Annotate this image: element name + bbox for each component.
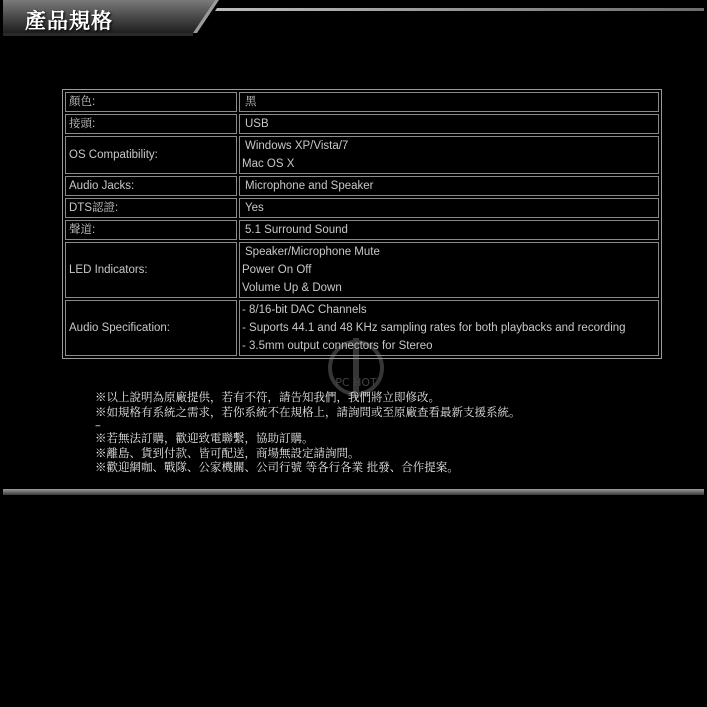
spec-label: LED Indicators: xyxy=(65,242,237,298)
spec-value-line: - Suports 44.1 and 48 KHz sampling rates for both playbacks and recording xyxy=(242,322,626,334)
spec-table xyxy=(62,89,662,359)
spec-row-os xyxy=(65,136,659,174)
notes-section xyxy=(95,390,655,475)
spec-value-line: Microphone and Speaker xyxy=(245,180,374,192)
spec-row-connector xyxy=(65,114,659,134)
spec-label: OS Compatibility: xyxy=(65,136,237,174)
watermark-text: PC HOT xyxy=(335,376,377,389)
spec-label: Audio Jacks: xyxy=(65,176,237,196)
note-line: ※如規格有系統之需求，若你系統不在規格上，請詢問或至原廠查看最新支援系統。 xyxy=(95,404,521,419)
spec-value xyxy=(239,300,659,356)
spec-label: 聲道: xyxy=(65,220,237,240)
spec-value-line: Volume Up & Down xyxy=(242,282,342,294)
spec-value xyxy=(239,92,659,112)
spec-label: Audio Specification: xyxy=(65,300,237,356)
spec-value xyxy=(239,136,659,174)
spec-value xyxy=(239,176,659,196)
spec-label: DTS認證: xyxy=(65,198,237,218)
spec-label: 顏色: xyxy=(65,92,237,112)
spec-value-line: Yes xyxy=(245,202,264,214)
spec-label: 接頭: xyxy=(65,114,237,134)
watermark-logo xyxy=(316,338,396,398)
note-line: ※若無法訂購，歡迎致電聯繫，協助訂購。 xyxy=(95,431,314,445)
spec-value-line: Mac OS X xyxy=(242,158,295,170)
spec-value-line: 黑 xyxy=(245,96,257,108)
spec-value xyxy=(239,220,659,240)
spec-value xyxy=(239,114,659,134)
spec-row-led xyxy=(65,242,659,298)
spec-value-line: Power On Off xyxy=(242,264,312,276)
note-line: ※以上說明為原廠提供，若有不符，請告知我們，我們將立即修改。 xyxy=(95,390,440,404)
spec-value xyxy=(239,198,659,218)
spec-value-line: - 3.5mm output connectors for Stereo xyxy=(242,340,433,352)
spec-row-channels xyxy=(65,220,659,240)
spec-value-line: Windows XP/Vista/7 xyxy=(245,140,349,152)
spec-value-line: USB xyxy=(245,118,269,130)
spec-row-audio-jacks xyxy=(65,176,659,196)
spec-value-line: 5.1 Surround Sound xyxy=(245,224,348,236)
spec-value-line: Speaker/Microphone Mute xyxy=(245,246,380,258)
section-header xyxy=(3,0,704,36)
spec-value-line: - 8/16-bit DAC Channels xyxy=(242,304,367,316)
spec-value xyxy=(239,242,659,298)
section-divider xyxy=(3,489,704,495)
note-line: ※歡迎網咖、戰隊、公家機關、公司行號 等各行各業 批發、合作提案。 xyxy=(95,460,459,474)
spec-row-color xyxy=(65,92,659,112)
page-title: 產品規格 xyxy=(25,9,113,33)
note-dash: – xyxy=(95,418,101,432)
spec-row-dts xyxy=(65,198,659,218)
note-line: ※離島、貨到付款、皆可配送，商場無設定請詢問。 xyxy=(95,445,360,460)
